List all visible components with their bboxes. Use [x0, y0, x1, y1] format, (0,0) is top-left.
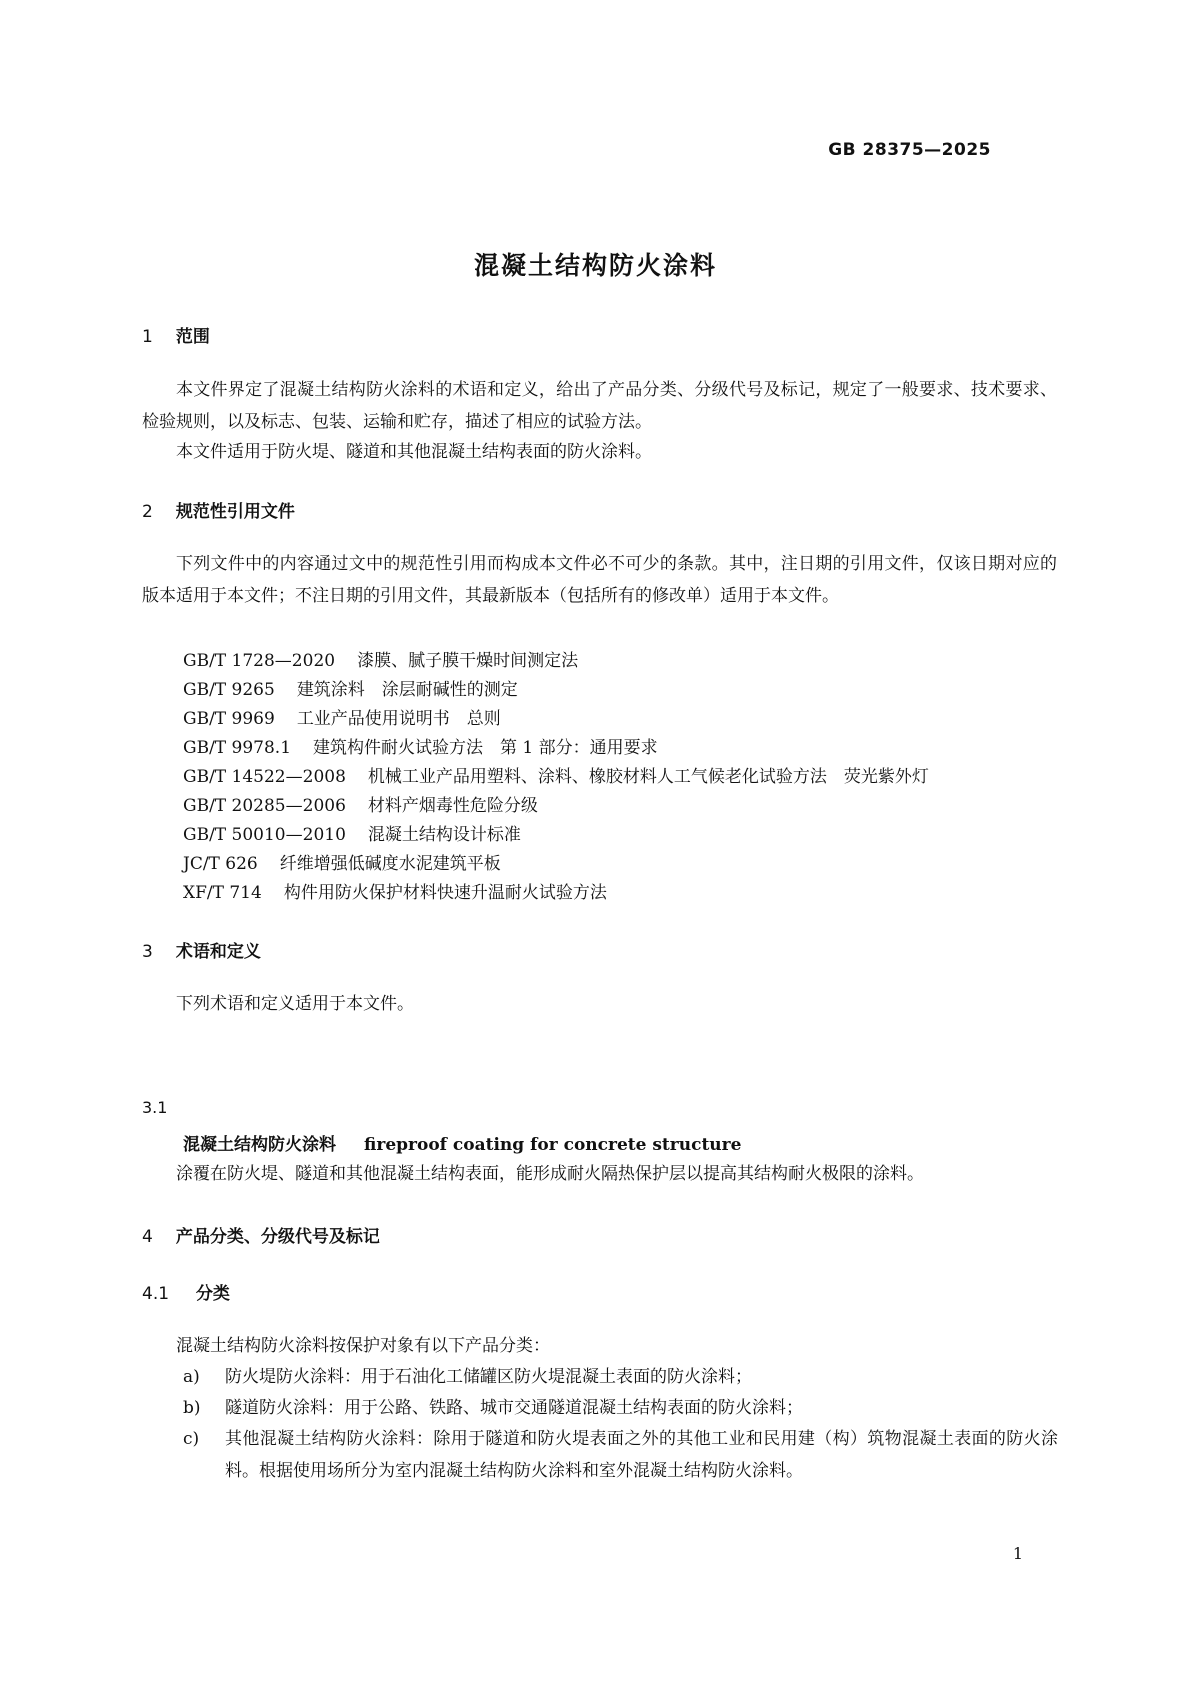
list-text: 隧道防火涂料：用于公路、铁路、城市交通隧道混凝土结构表面的防火涂料；	[225, 1398, 803, 1418]
reference-code: GB/T 9969	[183, 709, 275, 729]
page-number: 1	[1012, 1544, 1023, 1563]
reference-item	[183, 791, 538, 816]
reference-title: 工业产品使用说明书 总则	[296, 709, 501, 729]
reference-title: 机械工业产品用塑料、涂料、橡胶材料人工气候老化试验方法 荧光紫外灯	[367, 767, 929, 787]
section-1-heading	[142, 322, 210, 347]
reference-code: GB/T 1728—2020	[183, 651, 336, 671]
document-title: 混凝土结构防火涂料	[473, 251, 717, 280]
reference-code: JC/T 626	[183, 854, 258, 874]
list-item	[183, 1392, 1058, 1424]
reference-code: GB/T 9978.1	[183, 738, 292, 758]
section-3-heading	[142, 937, 261, 962]
list-item	[183, 1423, 1058, 1487]
paragraph: 下列文件中的内容通过文中的规范性引用而构成本文件必不可少的条款。其中，注日期的引用文件，仅该日期对应的版本适用于本文件；不注日期的引用文件，其最新版本（包括所有的修改单）适用于本文件。	[142, 554, 1057, 606]
term-definition: 涂覆在防火堤、隧道和其他混凝土结构表面，能形成耐火隔热保护层以提高其结构耐火极限的涂料。	[176, 1164, 924, 1184]
reference-item	[183, 820, 521, 845]
subsection-title: 分类	[195, 1284, 230, 1304]
term-entry	[183, 1130, 741, 1155]
reference-code: GB/T 20285—2006	[183, 796, 346, 816]
section-number: 1	[142, 327, 153, 347]
term-chinese: 混凝土结构防火涂料	[183, 1135, 336, 1155]
reference-title: 建筑涂料 涂层耐碱性的测定	[296, 680, 518, 700]
reference-item	[183, 733, 658, 758]
reference-code: GB/T 50010—2010	[183, 825, 346, 845]
subsection-number: 4.1	[142, 1284, 170, 1304]
list-text: 防火堤防火涂料：用于石油化工储罐区防火堤混凝土表面的防火涂料；	[225, 1367, 752, 1387]
list-text: 其他混凝土结构防火涂料：除用于隧道和防火堤表面之外的其他工业和民用建（构）筑物混凝土表面的防火涂料。根据使用场所分为室内混凝土结构防火涂料和室外混凝土结构防火涂料。	[225, 1429, 1058, 1481]
section-number: 2	[142, 502, 153, 522]
list-marker: b)	[183, 1398, 201, 1418]
reference-title: 建筑构件耐火试验方法 第 1 部分：通用要求	[313, 738, 658, 758]
paragraph: 本文件适用于防火堤、隧道和其他混凝土结构表面的防火涂料。	[176, 442, 652, 462]
list-item	[183, 1361, 1058, 1393]
reference-item	[183, 762, 929, 787]
reference-item	[183, 849, 501, 874]
reference-item	[183, 675, 518, 700]
paragraph: 下列术语和定义适用于本文件。	[176, 994, 414, 1014]
list-marker: c)	[183, 1429, 200, 1449]
section-number: 3	[142, 942, 153, 962]
section-2-heading	[142, 497, 295, 522]
section-title: 范围	[175, 327, 210, 347]
reference-item	[183, 878, 607, 903]
reference-title: 构件用防火保护材料快速升温耐火试验方法	[283, 883, 607, 903]
subsection-4-1-heading	[142, 1279, 230, 1304]
term-english: fireproof coating for concrete structure	[364, 1135, 742, 1155]
paragraph: 混凝土结构防火涂料按保护对象有以下产品分类：	[176, 1336, 550, 1356]
reference-title: 漆膜、腻子膜干燥时间测定法	[357, 651, 579, 671]
section-title: 产品分类、分级代号及标记	[175, 1227, 380, 1247]
reference-item	[183, 704, 501, 729]
list-marker: a)	[183, 1367, 200, 1387]
reference-code: GB/T 14522—2008	[183, 767, 346, 787]
section-4-heading	[142, 1222, 380, 1247]
section-number: 4	[142, 1227, 153, 1247]
reference-item	[183, 646, 578, 671]
section-title: 术语和定义	[175, 942, 261, 962]
term-number: 3.1	[142, 1098, 168, 1117]
reference-title: 混凝土结构设计标准	[367, 825, 521, 845]
reference-title: 纤维增强低碱度水泥建筑平板	[279, 854, 501, 874]
reference-code: GB/T 9265	[183, 680, 275, 700]
standard-number: GB 28375—2025	[828, 140, 991, 160]
reference-code: XF/T 714	[183, 883, 262, 903]
reference-title: 材料产烟毒性危险分级	[367, 796, 538, 816]
section-title: 规范性引用文件	[175, 502, 295, 522]
paragraph: 本文件界定了混凝土结构防火涂料的术语和定义，给出了产品分类、分级代号及标记，规定了一般要求、技术要求、检验规则，以及标志、包装、运输和贮存，描述了相应的试验方法。	[142, 380, 1057, 432]
